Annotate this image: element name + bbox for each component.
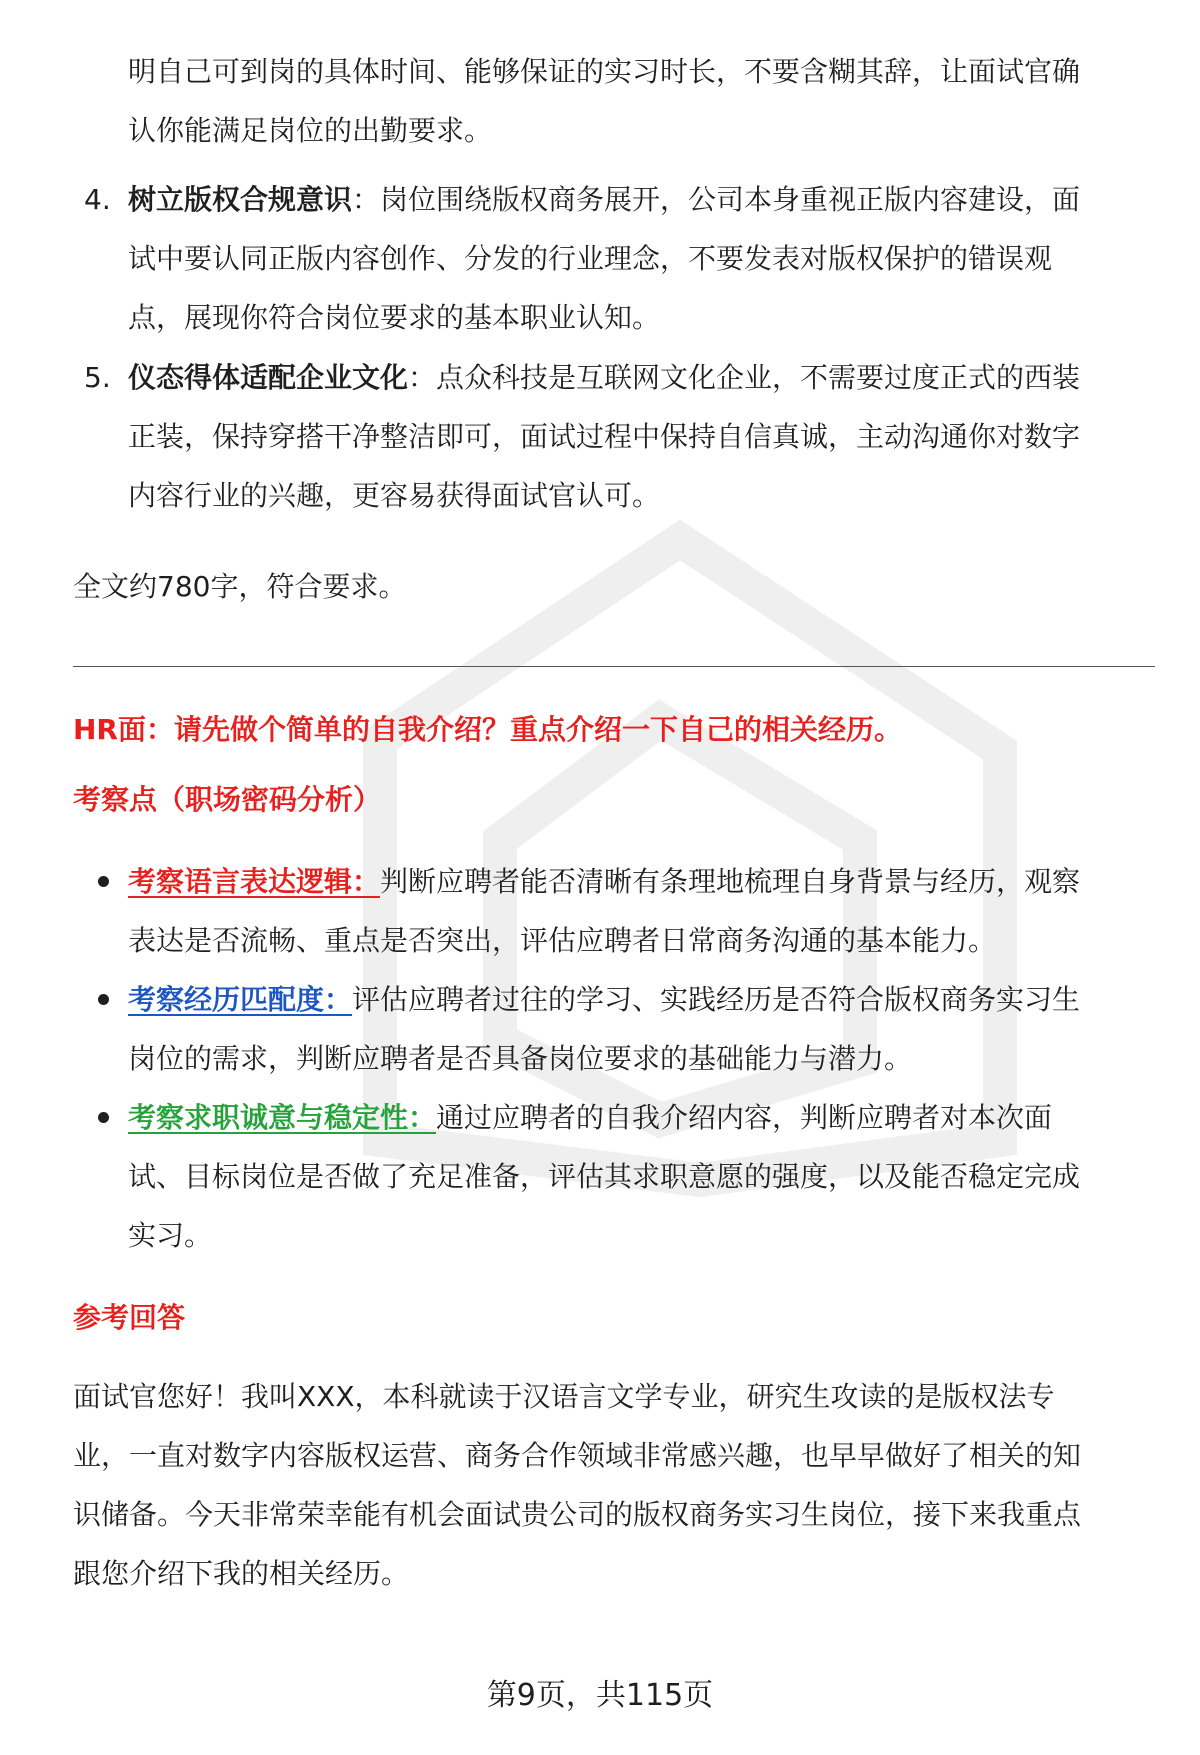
answer-line-1: 面试官您好！我叫XXX，本科就读于汉语言文学专业，研究生攻读的是版权法专 xyxy=(73,1380,1055,1413)
bullet-3-text-1: 通过应聘者的自我介绍内容，判断应聘者对本次面 xyxy=(436,1101,1053,1134)
section-divider xyxy=(73,666,1155,667)
list-item-4-title: 树立版权合规意识 xyxy=(128,183,353,216)
answer-line-3: 识储备。今天非常荣幸能有机会面试贵公司的版权商务实习生岗位，接下来我重点 xyxy=(73,1498,1082,1531)
list-item-4-line-3: 点，展现你符合岗位要求的基本职业认知。 xyxy=(128,301,661,334)
bullet-1-line-2: 表达是否流畅、重点是否突出，评估应聘者日常商务沟通的基本能力。 xyxy=(128,924,997,957)
bullet-2-line-2: 岗位的需求，判断应聘者是否具备岗位要求的基础能力与潜力。 xyxy=(128,1042,913,1075)
list-item-4-line-1 xyxy=(128,170,1148,229)
page-number-footer: 第9页，共115页 xyxy=(486,1678,714,1713)
bullet-dot xyxy=(98,1112,109,1123)
bullet-2-text-1: 评估应聘者过往的学习、实践经历是否符合版权商务实习生 xyxy=(352,983,1081,1016)
list-item-4-text-1: 岗位围绕版权商务展开，公司本身重视正版内容建设，面 xyxy=(380,183,1081,216)
bullet-2-line-1 xyxy=(128,970,1148,1029)
answer-line-4: 跟您介绍下我的相关经历。 xyxy=(73,1557,410,1590)
bullet-dot xyxy=(98,876,109,887)
list-item-4-colon: ： xyxy=(352,183,381,216)
analysis-heading: 考察点（职场密码分析） xyxy=(73,783,382,816)
bullet-dot xyxy=(98,994,109,1005)
answer-heading: 参考回答 xyxy=(73,1301,186,1334)
bullet-3-line-3: 实习。 xyxy=(128,1219,213,1252)
list-item-4-line-2: 试中要认同正版内容创作、分发的行业理念，不要发表对版权保护的错误观 xyxy=(128,242,1053,275)
list-item-5-line-2: 正装，保持穿搭干净整洁即可，面试过程中保持自信真诚，主动沟通你对数字 xyxy=(128,420,1081,453)
answer-line-2: 业，一直对数字内容版权运营、商务合作领域非常感兴趣，也早早做好了相关的知 xyxy=(73,1439,1082,1472)
list-item-5-line-1 xyxy=(128,348,1148,407)
interview-question: HR面：请先做个简单的自我介绍？重点介绍一下自己的相关经历。 xyxy=(73,713,902,746)
list-item-5-line-3: 内容行业的兴趣，更容易获得面试官认可。 xyxy=(128,479,661,512)
list-item-5-colon: ： xyxy=(408,361,437,394)
list-item-number-4: 4. xyxy=(84,183,111,216)
bullet-2-keyword: 考察经历匹配度： xyxy=(128,983,353,1016)
continuation-line-2: 认你能满足岗位的出勤要求。 xyxy=(128,114,493,147)
list-item-number-5: 5. xyxy=(84,361,111,394)
continuation-line-1: 明自己可到岗的具体时间、能够保证的实习时长，不要含糊其辞，让面试官确 xyxy=(128,55,1081,88)
bullet-1-line-1 xyxy=(128,852,1148,911)
bullet-3-keyword: 考察求职诚意与稳定性： xyxy=(128,1101,437,1134)
bullet-1-text-1: 判断应聘者能否清晰有条理地梳理自身背景与经历，观察 xyxy=(380,865,1081,898)
list-item-5-title: 仪态得体适配企业文化 xyxy=(128,361,409,394)
bullet-3-line-2: 试、目标岗位是否做了充足准备，评估其求职意愿的强度，以及能否稳定完成 xyxy=(128,1160,1081,1193)
list-item-5-text-1: 点众科技是互联网文化企业，不需要过度正式的西装 xyxy=(436,361,1081,394)
word-count-note: 全文约780字，符合要求。 xyxy=(73,570,407,603)
bullet-3-line-1 xyxy=(128,1088,1148,1147)
bullet-1-keyword: 考察语言表达逻辑： xyxy=(128,865,381,898)
